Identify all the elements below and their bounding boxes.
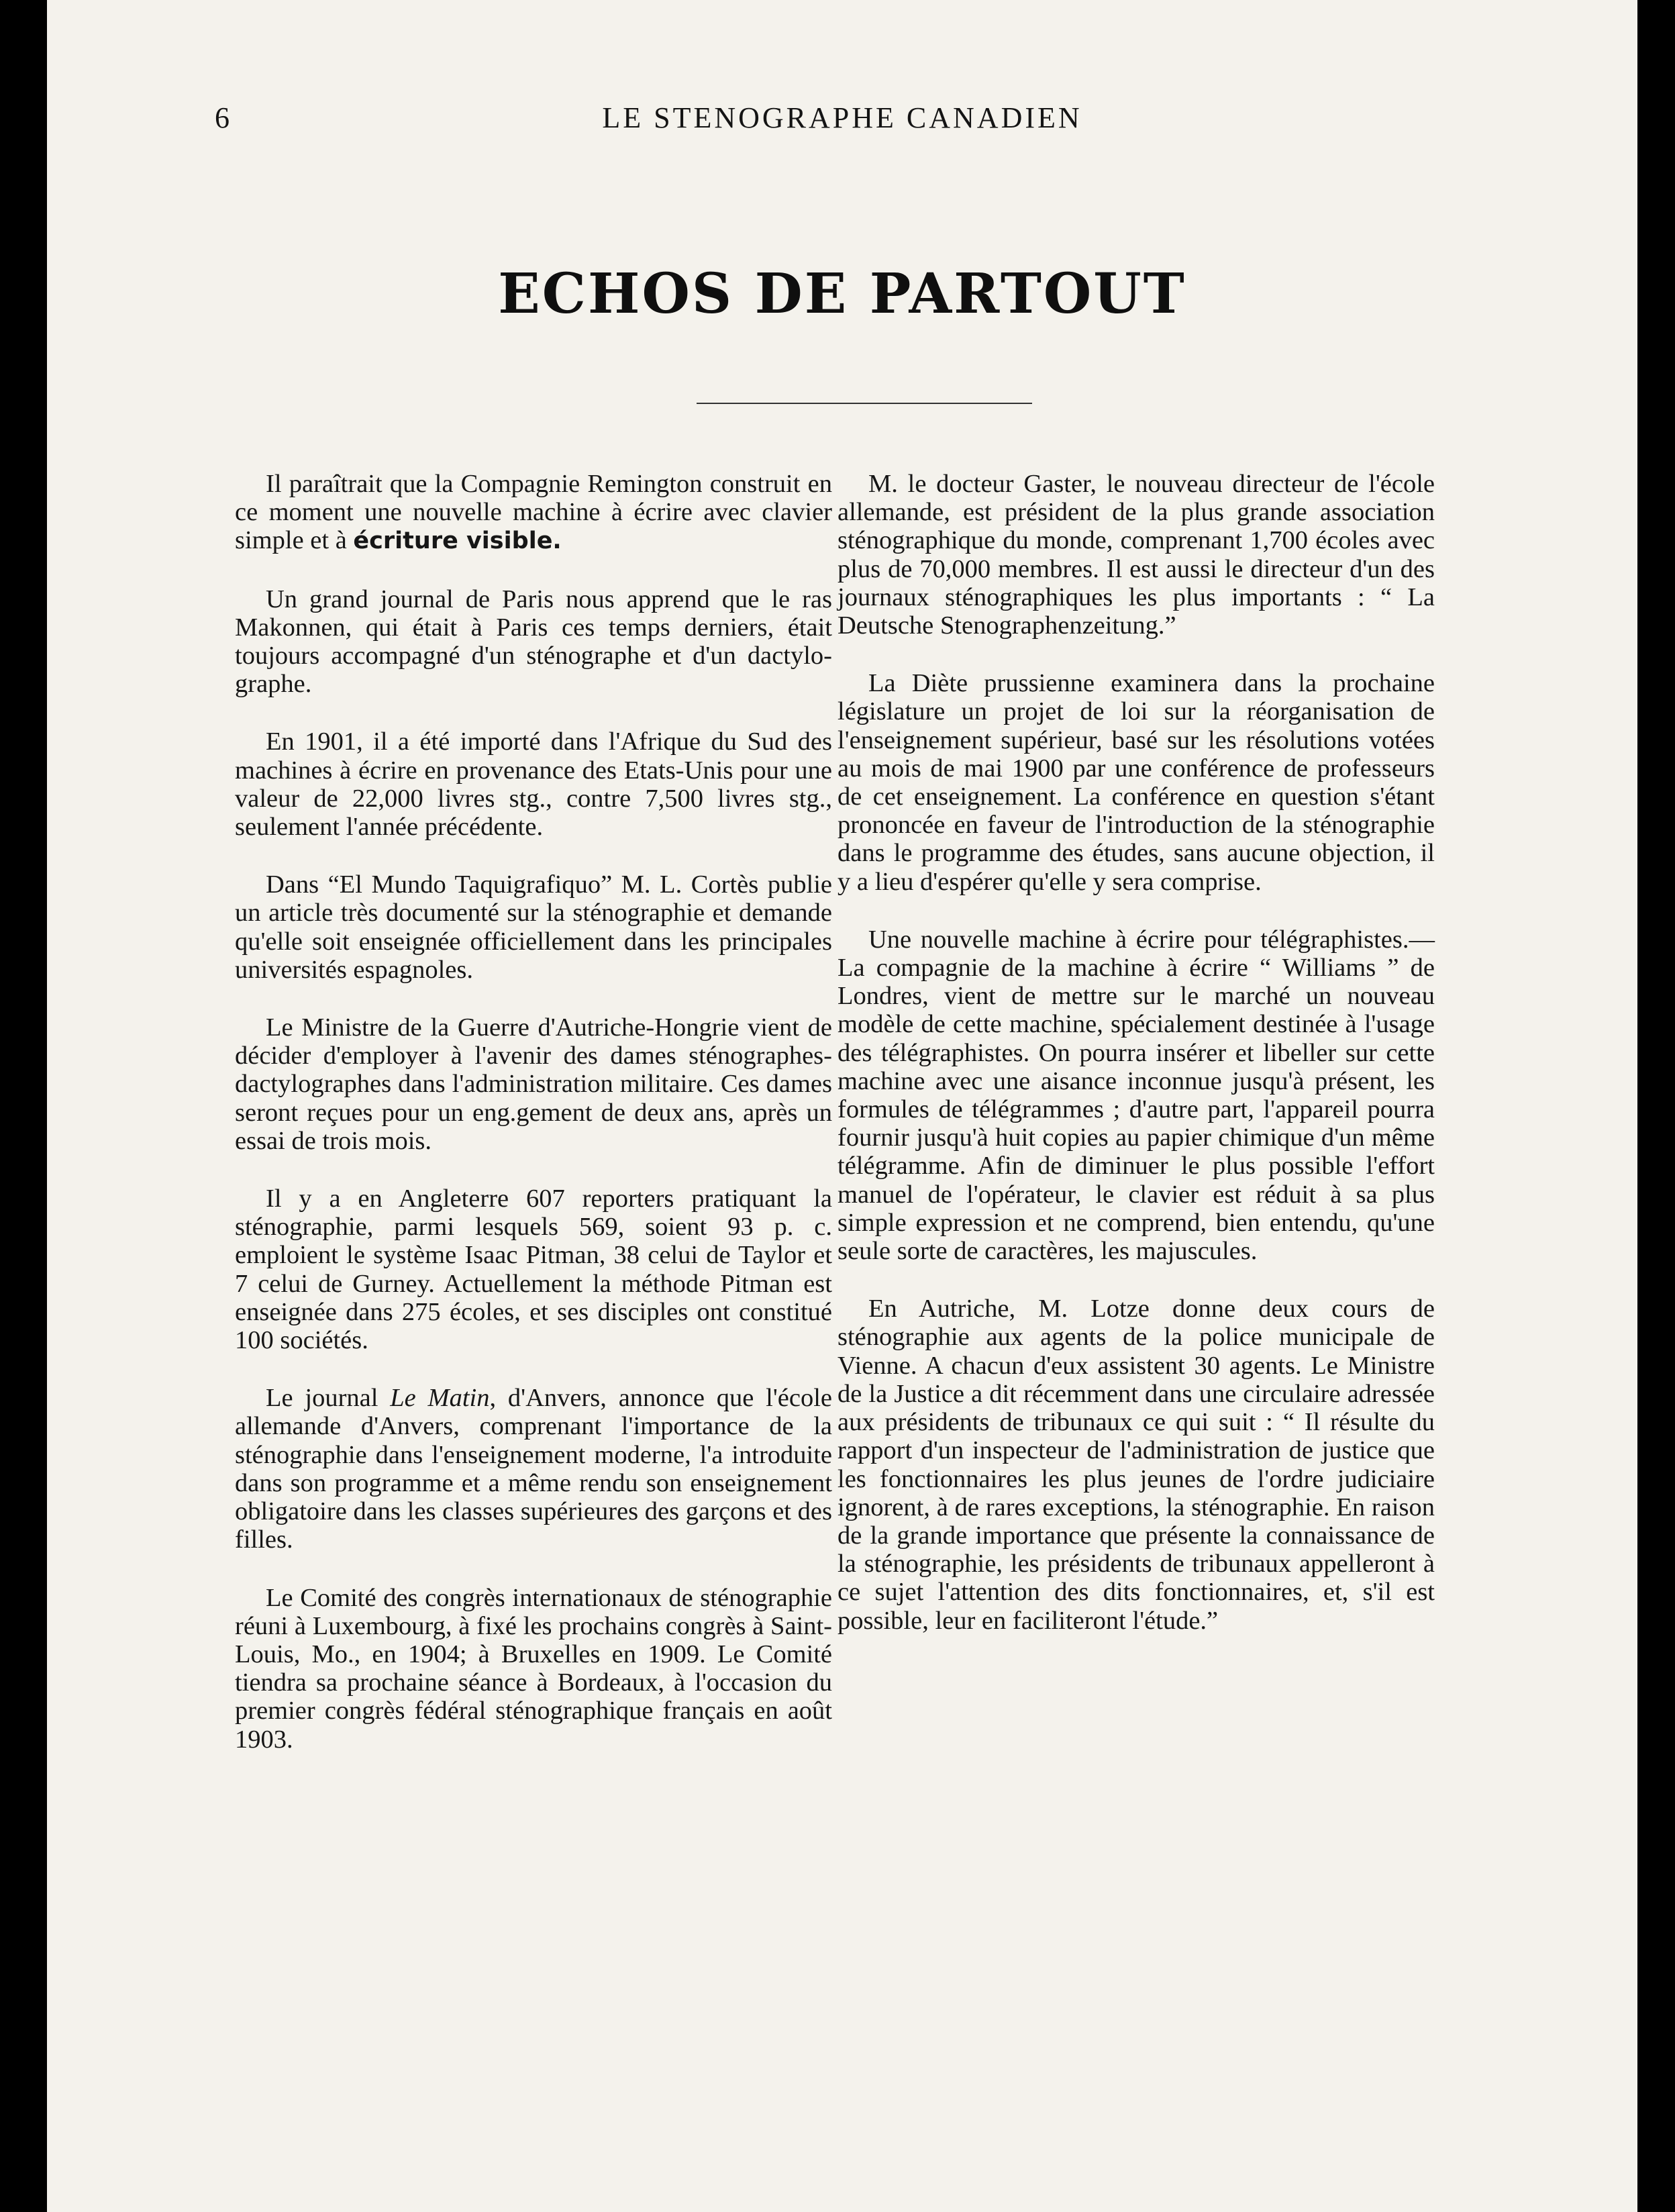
emphasized-text: écriture visible. [353, 527, 562, 555]
journal-title: LE STENOGRAPHE CANADIEN [602, 101, 1082, 134]
news-item: Dans “El Mundo Taquigrafiquo” M. L. Cortès publie un article très documenté sur la sténographie et demande qu'elle soit enseignée officiellement dans les principales universités espagnoles. [235, 870, 832, 984]
item-text: , d'Anvers, annonce que l'école allemande d'Anvers, comprenant l'importance de la sténographie dans l'enseignement moderne, l'a introduite dans son programme et a même rendu son enseignement obligatoire dans les classes supérieures des garçons et des filles. [235, 1384, 832, 1554]
left-column [235, 470, 832, 1754]
news-item [235, 1384, 832, 1554]
news-item: En 1901, il a été importé dans l'Afrique du Sud des machines à écrire en provenance des Etats-Unis pour une valeur de 22,000 livres stg., contre 7,500 livres stg., seulement l'année précédente. [235, 727, 832, 842]
item-text: Il paraîtrait que la Compagnie Remington construit en ce moment une nouvelle machine à écrire avec clavier simple et à [235, 470, 832, 555]
newspaper-name: Le Matin [390, 1384, 490, 1413]
news-item [235, 470, 832, 556]
news-item: Le Comité des congrès internationaux de sténographie réuni à Luxembourg, à fixé les prochains congrès à Saint-Louis, Mo., en 1904; à Bruxelles en 1909. Le Comité tiendra sa prochaine séance à Bordeaux, à l'occasion du premier congrès fédéral sténographique français en août 1903. [235, 1583, 832, 1754]
news-item: En Autriche, M. Lotze donne deux cours de sténographie aux agents de la police municipale de Vienne. A chacun d'eux assistent 30 agents. Le Ministre de la Justice a dit récemment dans une circulaire adressée aux présidents de tribunaux ce qui suit : “ Il résulte du rapport d'un inspecteur de l'administration de justice que les fonctionnaires les plus jeunes de l'ordre judiciaire ignorent, à de rares exceptions, la sténographie. En raison de la grande importance que présente la connaissance de la sténographie, les présidents de tribunaux appelleront à ce sujet l'attention des dits fonctionnaires, et, s'il est possible, leur en faciliteront l'étude.” [838, 1295, 1435, 1635]
magazine-page [47, 0, 1637, 2212]
title-divider [697, 403, 1032, 404]
page-title: ECHOS DE PARTOUT [498, 262, 1186, 326]
right-column [838, 470, 1435, 1635]
news-item: Une nouvelle machine à écrire pour télégraphistes.—La compagnie de la machine à écrire “ Williams ” de Londres, vient de mettre sur le marché un nouveau modèle de cette machine, spécialement destinée à l'usage des télégraphistes. On pourra insérer et libeller sur cette machine avec une aisance inconnue jusqu'à présent, les formules de télégrammes ; d'autre part, l'appareil pourra fournir jusqu'à huit copies au papier chimique d'un même télégramme. Afin de diminuer le plus possible l'effort manuel de l'opérateur, le clavier est réduit à sa plus simple expression et ne comprend, bien entendu, qu'une seule sorte de caractères, les majuscules. [838, 925, 1435, 1266]
news-item: Un grand journal de Paris nous apprend que le ras Makonnen, qui était à Paris ces temps derniers, était toujours accompagné d'un sténographe et d'un dactylographe. [235, 585, 832, 699]
page-number: 6 [215, 101, 230, 134]
news-item: M. le docteur Gaster, le nouveau directeur de l'école allemande, est président de la plus grande association sténographique du monde, comprenant 1,700 écoles avec plus de 70,000 membres. Il est aussi le directeur d'un des journaux sténographiques les plus importants : “ La Deutsche Stenographenzeitung.” [838, 470, 1435, 640]
item-text: Le journal [266, 1384, 391, 1413]
running-header [47, 101, 1637, 141]
news-item: Le Ministre de la Guerre d'Autriche-Hongrie vient de décider d'employer à l'avenir des dames sténographes-dactylographes dans l'administration militaire. Ces dames seront reçues pour un eng.gement de deux ans, après un essai de trois mois. [235, 1013, 832, 1155]
news-item: La Diète prussienne examinera dans la prochaine législature un projet de loi sur la réorganisation de l'enseignement supérieur, basé sur les résolutions votées au mois de mai 1900 par une conférence de professeurs de cet enseignement. La conférence en question s'étant prononcée en faveur de l'introduction de la sténographie dans le programme des études, sans aucune objection, il y a lieu d'espérer qu'elle y sera comprise. [838, 669, 1435, 896]
news-item: Il y a en Angleterre 607 reporters pratiquant la sténographie, parmi lesquels 569, soient 93 p. c. emploient le système Isaac Pitman, 38 celui de Taylor et 7 celui de Gurney. Actuellement la méthode Pitman est enseignée dans 275 écoles, et ses disciples ont constitué 100 sociétés. [235, 1185, 832, 1355]
